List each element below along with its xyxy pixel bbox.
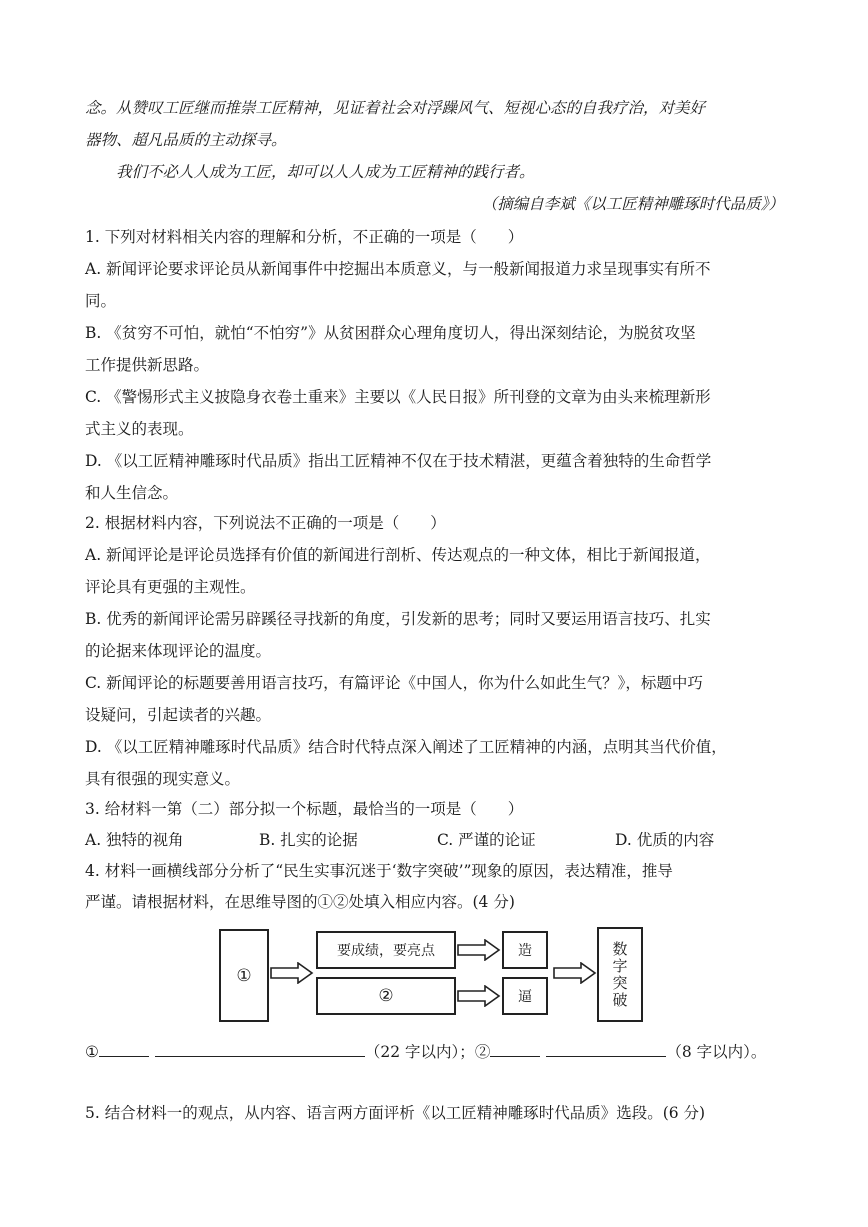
q4-answer-line (85, 1040, 785, 1062)
q3-option-a: A. 独特的视角 (85, 831, 184, 849)
q3-option-d: D. 优质的内容 (615, 831, 715, 849)
diagram-label-digital-breakthrough: 数字突破 (610, 940, 629, 1009)
diagram-box-1: ① (219, 929, 269, 1022)
q3-option-c: C. 严谨的论证 (437, 831, 536, 849)
question-3-stem: 3. 给材料一第（二）部分拟一个标题，最恰当的一项是（ ） (85, 800, 524, 818)
question-2-stem: 2. 根据材料内容，下列说法不正确的一项是（ ） (85, 514, 446, 532)
q1-option-b-cont: 工作提供新思路。 (85, 356, 210, 374)
diagram-box-2: ② (316, 977, 456, 1015)
paragraph-line: 器物、超凡品质的主动探寻。 (85, 131, 287, 149)
answer-blank-1a[interactable] (99, 1040, 149, 1057)
paragraph-line: 念。从赞叹工匠继而推崇工匠精神，见证着社会对浮躁风气、短视心态的自我疗治，对美好 (85, 99, 706, 117)
question-5-stem: 5. 结合材料一的观点，从内容、语言两方面评析《以工匠精神雕琢时代品质》选段。(6 分) (85, 1104, 706, 1122)
q1-option-d-cont: 和人生信念。 (85, 484, 179, 502)
q3-option-b: B. 扎实的论据 (259, 831, 358, 849)
question-4-stem: 4. 材料一画横线部分分析了“民生实事沉迷于‘数字突破’”现象的原因，表达精准，推导 (85, 862, 673, 880)
answer-limit-2: （8 字以内）。 (666, 1043, 767, 1061)
q2-option-d-cont: 具有很强的现实意义。 (85, 770, 241, 788)
q2-option-a-cont: 评论具有更强的主观性。 (85, 578, 256, 596)
answer-blank-1b[interactable] (155, 1040, 365, 1057)
answer-limit-1: （22 字以内）； (364, 1043, 475, 1061)
q1-option-a-cont: 同。 (85, 292, 117, 310)
answer-blank-2a[interactable] (490, 1040, 540, 1057)
q2-option-c: C. 新闻评论的标题要善用语言技巧，有篇评论《中国人，你为什么如此生气？》，标题中巧 (85, 674, 703, 692)
q2-option-c-cont: 设疑问，引起读者的兴趣。 (85, 706, 272, 724)
answer-marker-2: ② (474, 1043, 491, 1061)
question-4-stem-cont: 严谨。请根据材料，在思维导图的①②处填入相应内容。(4 分) (85, 893, 515, 911)
q1-option-c: C. 《警惕形式主义披隐身衣卷土重来》主要以《人民日报》所刊登的文章为由头来梳理新形 (85, 388, 711, 406)
question-1-stem: 1. 下列对材料相关内容的理解和分析，不正确的一项是（ ） (85, 228, 524, 246)
answer-blank-2b[interactable] (546, 1040, 666, 1057)
q2-option-b-cont: 的论据来体现评论的温度。 (85, 642, 272, 660)
source-citation: （摘编自李斌《以工匠精神雕琢时代品质》） (481, 195, 784, 213)
q2-option-a: A. 新闻评论是评论员选择有价值的新闻进行剖析、传达观点的一种文体，相比于新闻报道， (85, 546, 711, 564)
diagram-box-digital-breakthrough (597, 927, 643, 1022)
q1-option-a: A. 新闻评论要求评论员从新闻事件中挖掘出本质意义，与一般新闻报道力求呈现事实有所不 (85, 260, 711, 278)
diagram-box-force: 逼 (502, 977, 548, 1015)
arrow-icon (457, 985, 501, 1007)
diagram-box-make: 造 (502, 931, 548, 969)
answer-marker-1: ① (85, 1043, 99, 1061)
arrow-icon (457, 939, 501, 961)
q1-option-c-cont: 式主义的表现。 (85, 420, 194, 438)
q2-option-b: B. 优秀的新闻评论需另辟蹊径寻找新的角度，引发新的思考；同时又要运用语言技巧、扎实 (85, 610, 711, 628)
q2-option-d: D. 《以工匠精神雕琢时代品质》结合时代特点深入阐述了工匠精神的内涵，点明其当代价值， (85, 738, 727, 756)
q1-option-d: D. 《以工匠精神雕琢时代品质》指出工匠精神不仅在于技术精湛，更蕴含着独特的生命哲学 (85, 452, 712, 470)
paragraph-line: 我们不必人人成为工匠，却可以人人成为工匠精神的践行者。 (116, 163, 535, 181)
diagram-box-top-middle: 要成绩，要亮点 (316, 931, 456, 969)
arrow-icon (553, 962, 597, 984)
arrow-icon (270, 962, 314, 984)
q1-option-b: B. 《贫穷不可怕，就怕“不怕穷”》从贫困群众心理角度切人，得出深刻结论，为脱贫攻坚 (85, 324, 696, 342)
